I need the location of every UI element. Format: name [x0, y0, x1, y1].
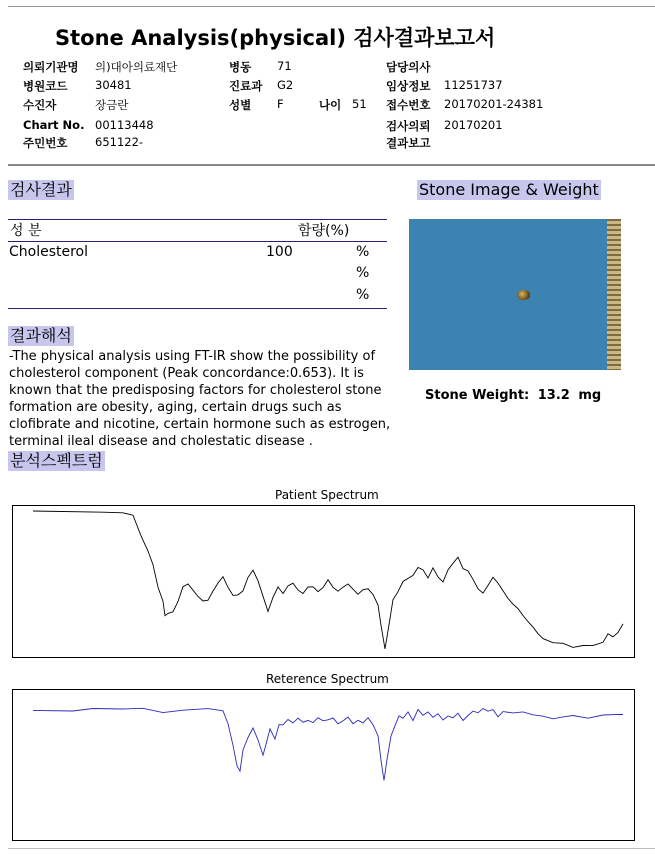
reference-spectrum-line [33, 708, 623, 780]
patient-spectrum-title: Patient Spectrum [275, 488, 379, 502]
patient-spectrum-chart [13, 506, 634, 657]
table-bottom-rule [8, 308, 387, 309]
stone-weight-unit: mg [578, 388, 602, 403]
stone-heading: Stone Image & Weight [419, 180, 599, 199]
spectrum-heading: 분석스펙트럼 [10, 451, 103, 470]
component-column-header: 성 분 [10, 223, 42, 239]
patient-spectrum-line [33, 511, 623, 649]
receipt-no-label: 접수번호 [386, 98, 431, 112]
age-value: 51 [352, 97, 367, 111]
row-2-unit: % [356, 265, 370, 281]
resident-id-value: 651122- [95, 135, 144, 149]
interpretation-heading: 결과해석 [10, 326, 72, 345]
receipt-no-value: 20170201-24381 [444, 97, 544, 111]
resident-id-label: 주민번호 [23, 136, 68, 150]
row-1-unit: % [356, 244, 370, 260]
content-column-header: 함량(%) [298, 223, 350, 239]
reference-spectrum-title: Reterence Spectrum [266, 672, 389, 686]
patient-spectrum-plot [12, 505, 635, 658]
table-header-rule [8, 241, 387, 242]
stone-weight-value: 13.2 [537, 388, 570, 403]
patient-label: 수진자 [23, 98, 57, 112]
ward-value: 71 [277, 59, 292, 73]
stone-specimen [517, 290, 530, 300]
clinical-info-value: 11251737 [444, 78, 503, 92]
dept-value: G2 [277, 78, 294, 92]
results-heading: 검사결과 [10, 180, 72, 199]
report-date-label: 결과보고 [386, 136, 431, 150]
row-3-unit: % [356, 287, 370, 303]
bottom-rule [8, 848, 655, 849]
doctor-label: 담당의사 [386, 60, 431, 74]
chart-no-value: 00113448 [95, 118, 154, 132]
request-date-label: 검사의뢰 [386, 119, 431, 133]
request-date-value: 20170201 [444, 118, 503, 132]
top-rule [8, 6, 655, 7]
dept-label: 진료과 [229, 79, 263, 93]
age-label: 나이 [319, 98, 342, 112]
header-divider [8, 164, 655, 166]
hospital-code-label: 병원코드 [23, 79, 68, 93]
sex-value: F [277, 97, 284, 111]
institution-label: 의뢰기관명 [23, 60, 79, 74]
hospital-code-value: 30481 [95, 78, 132, 92]
chart-no-label: Chart No. [23, 118, 85, 132]
patient-value: 장금란 [95, 98, 129, 112]
reference-spectrum-plot [12, 689, 635, 841]
stone-weight-label: Stone Weight: [425, 388, 530, 403]
row-1-value: 100 [266, 244, 293, 260]
clinical-info-label: 임상정보 [386, 79, 431, 93]
stone-weight [425, 388, 601, 403]
interpretation-text: -The physical analysis using FT-IR show the possibility of cholesterol component (Peak concordance:0.653). It is known that the predisposing factors for cholesterol stone formation are obesity, aging, certain drugs such as clofibrate and nicotine, certain hormone such as estrogen, terminal ileal disease and cholestatic disease . [9, 349, 391, 449]
ward-label: 병동 [229, 60, 252, 74]
sex-label: 성별 [229, 98, 252, 112]
reference-spectrum-chart [13, 690, 634, 840]
page-title: Stone Analysis(physical) 검사결과보고서 [55, 26, 496, 50]
measuring-ruler [607, 219, 621, 370]
stone-photo [409, 219, 621, 370]
institution-value: 의)대아의료재단 [95, 60, 178, 74]
row-1-component: Cholesterol [9, 244, 89, 260]
